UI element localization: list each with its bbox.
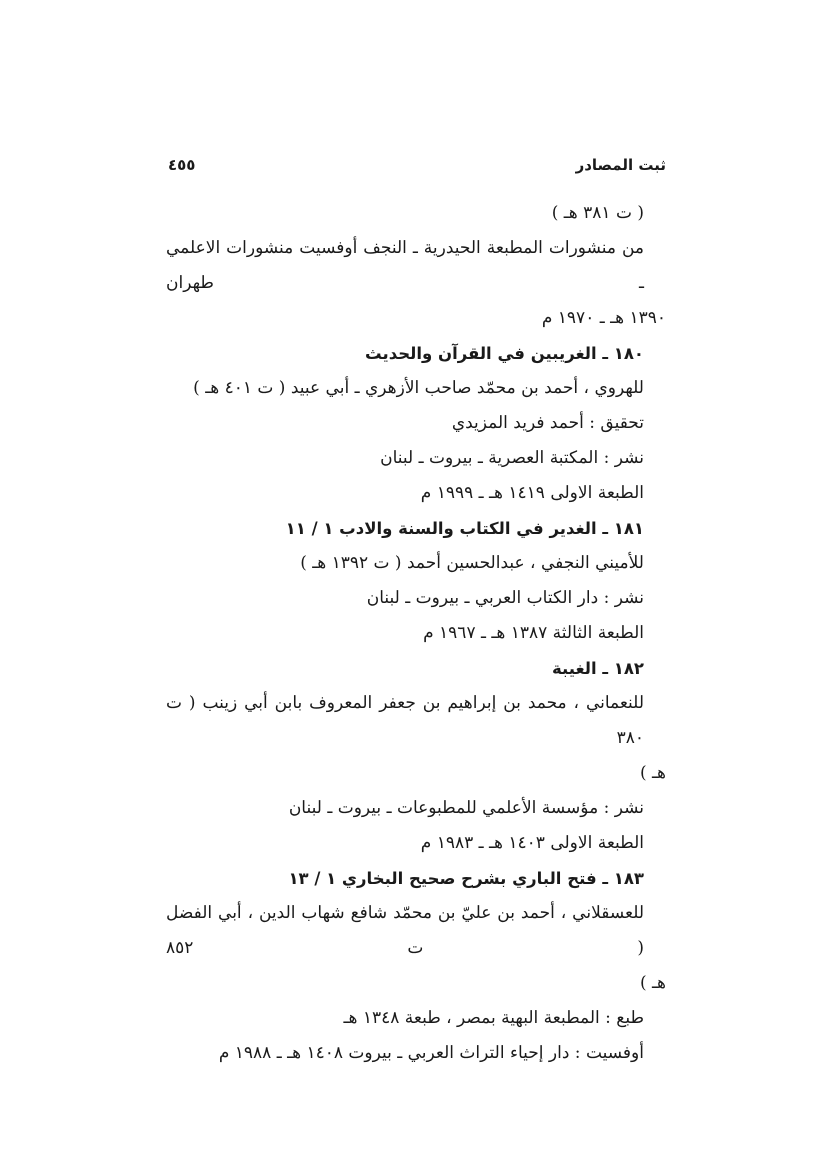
- publication-line: من منشورات المطبعة الحيدرية ـ النجف أوفسيت منشورات الاعلمي ـ طهران: [166, 238, 644, 293]
- running-title: ثبت المصادر: [575, 156, 666, 174]
- publication-date-line: ١٣٩٠ هـ ـ ١٩٧٠ م: [541, 308, 666, 328]
- death-date-line: ( ت ٣٨١ هـ ): [551, 203, 644, 223]
- entry-publisher-181: نشر : دار الكتاب العربي ـ بيروت ـ لبنان: [366, 588, 644, 608]
- entry-heading-182: ١٨٢ ـ الغيبة: [552, 659, 644, 678]
- entry-heading-180: ١٨٠ ـ الغريبين في القرآن والحديث: [365, 344, 644, 363]
- entry-edition-182: الطبعة الاولى ١٤٠٣ هـ ـ ١٩٨٣ م: [420, 833, 644, 853]
- entry-publisher-180: نشر : المكتبة العصرية ـ بيروت ـ لبنان: [380, 448, 644, 468]
- entry-publisher-182: نشر : مؤسسة الأعلمي للمطبوعات ـ بيروت ـ لبنان: [288, 798, 644, 818]
- page-header: [168, 152, 666, 182]
- entry-offset-183: أوفسيت : دار إحياء التراث العربي ـ بيروت ١٤٠٨ هـ ـ ١٩٨٨ م: [218, 1043, 644, 1063]
- entry-heading-183: ١٨٣ ـ فتح الباري بشرح صحيح البخاري ١ / ١٣: [288, 869, 644, 888]
- entry-edition-180: الطبعة الاولى ١٤١٩ هـ ـ ١٩٩٩ م: [420, 483, 644, 503]
- entry-author-182-continued: هـ ): [640, 763, 666, 783]
- entry-author-182: للنعماني ، محمد بن إبراهيم بن جعفر المعروف بابن أبي زينب ( ت ٣٨٠: [166, 693, 644, 748]
- entry-editor-180: تحقيق : أحمد فريد المزيدي: [451, 413, 644, 433]
- page-number: ٤٥٥: [168, 156, 196, 174]
- entry-author-183-continued: هـ ): [640, 973, 666, 993]
- entry-author-181: للأميني النجفي ، عبدالحسين أحمد ( ت ١٣٩٢ هـ ): [300, 553, 644, 573]
- bibliography-text: [166, 196, 666, 1071]
- entry-edition-181: الطبعة الثالثة ١٣٨٧ هـ ـ ١٩٦٧ م: [423, 623, 644, 643]
- entry-heading-181: ١٨١ ـ الغدير في الكتاب والسنة والادب ١ / ١١: [285, 519, 644, 538]
- entry-author-183: للعسقلاني ، أحمد بن عليّ بن محمّد شافع شهاب الدين ، أبي الفضل ( ت ٨٥٢: [166, 903, 644, 958]
- entry-print-183: طبع : المطبعة البهية بمصر ، طبعة ١٣٤٨ هـ: [343, 1008, 644, 1028]
- entry-author-180: للهروي ، أحمد بن محمّد صاحب الأزهري ـ أبي عبيد ( ت ٤٠١ هـ ): [193, 378, 644, 398]
